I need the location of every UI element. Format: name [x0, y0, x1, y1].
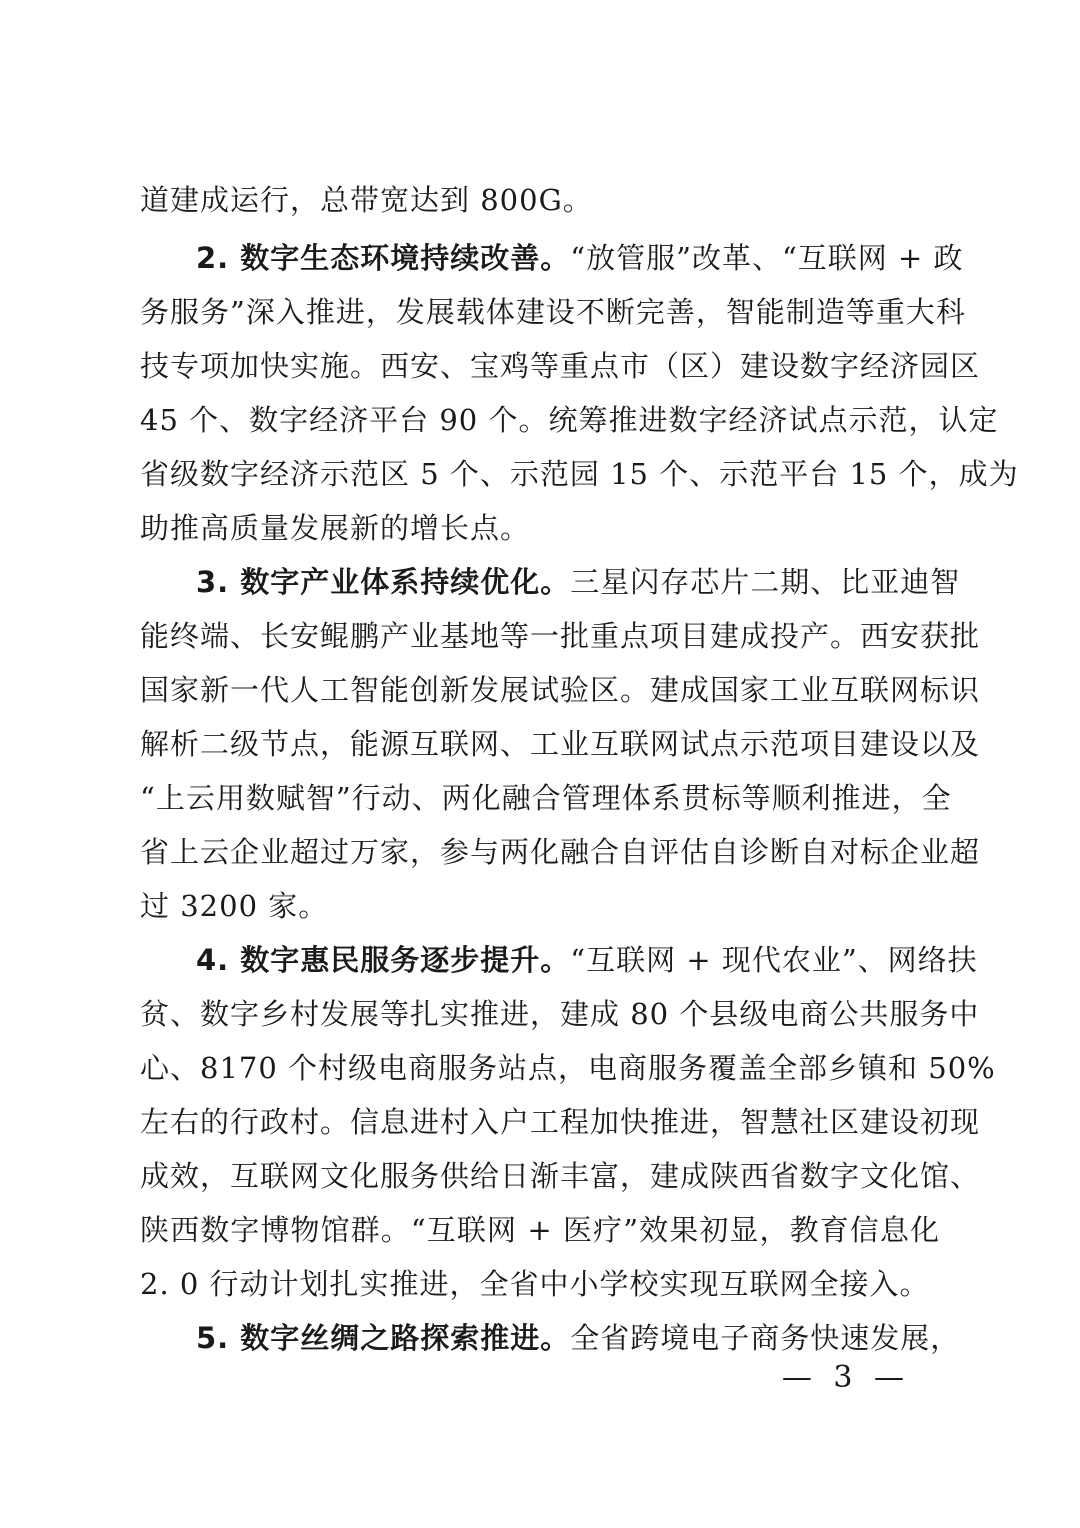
text-line: [140, 283, 966, 341]
line-text: 国家新一代人工智能创新发展试验区。建成国家工业互联网标识: [140, 673, 981, 707]
line-text: 成效，互联网文化服务供给日渐丰富，建成陕西省数字文化馆、: [140, 1159, 981, 1193]
text-line: [140, 985, 980, 1043]
line-text: “放管服”改革、“互联网 + 政: [570, 241, 964, 275]
text-line: [140, 1147, 981, 1205]
page-number: — 3 —: [781, 1360, 910, 1395]
line-text: 心、8170 个村级电商服务站点，电商服务覆盖全部乡镇和 50%: [140, 1051, 996, 1085]
text-line: [140, 877, 940, 935]
paragraph-heading-line: [196, 229, 964, 287]
line-text: 道建成运行，总带宽达到 800G。: [140, 183, 593, 217]
text-line: [140, 499, 940, 557]
line-text: 三星闪存芯片二期、比亚迪智: [570, 565, 961, 599]
section-heading: 4. 数字惠民服务逐步提升。: [196, 943, 571, 977]
text-line: [140, 1255, 940, 1313]
line-text: 陕西数字博物馆群。“互联网 + 医疗”效果初显，教育信息化: [140, 1213, 940, 1247]
line-text: 解析二级节点，能源互联网、工业互联网试点示范项目建设以及: [140, 727, 981, 761]
paragraph-heading-line: [196, 553, 961, 611]
line-text: 过 3200 家。: [140, 889, 329, 923]
section-heading: 2. 数字生态环境持续改善。: [196, 241, 571, 275]
line-text: 左右的行政村。信息进村入户工程加快推进，智慧社区建设初现: [140, 1105, 981, 1139]
line-text: 45 个、数字经济平台 90 个。统筹推进数字经济试点示范，认定: [140, 403, 999, 437]
line-text: 技专项加快实施。西安、宝鸡等重点市（区）建设数字经济园区: [140, 349, 981, 383]
text-line: [140, 1039, 996, 1097]
text-line: [140, 1201, 940, 1259]
text-line: [140, 1093, 981, 1151]
line-text: 能终端、长安鲲鹏产业基地等一批重点项目建成投产。西安获批: [140, 619, 981, 653]
text-line: [140, 769, 952, 827]
line-text: 省级数字经济示范区 5 个、示范园 15 个、示范平台 15 个，成为: [140, 457, 1019, 491]
text-line: [140, 337, 981, 395]
line-text: 助推高质量发展新的增长点。: [140, 511, 531, 545]
text-line: [140, 823, 981, 881]
section-heading: 3. 数字产业体系持续优化。: [196, 565, 571, 599]
text-line: [140, 391, 999, 449]
text-line: [140, 171, 940, 229]
line-text: 贫、数字乡村发展等扎实推进，建成 80 个县级电商公共服务中: [140, 997, 980, 1031]
text-line: [140, 445, 1019, 503]
line-text: 务服务”深入推进，发展载体建设不断完善，智能制造等重大科: [140, 295, 966, 329]
text-line: [140, 715, 981, 773]
paragraph-heading-line: [196, 1309, 961, 1367]
line-text: “互联网 + 现代农业”、网络扶: [570, 943, 978, 977]
text-line: [140, 607, 981, 665]
text-line: [140, 661, 981, 719]
line-text: 2. 0 行动计划扎实推进，全省中小学校实现互联网全接入。: [140, 1267, 930, 1301]
section-heading: 5. 数字丝绸之路探索推进。: [196, 1321, 571, 1355]
line-text: 全省跨境电子商务快速发展，: [570, 1321, 961, 1355]
paragraph-heading-line: [196, 931, 978, 989]
line-text: 省上云企业超过万家，参与两化融合自评估自诊断自对标企业超: [140, 835, 981, 869]
line-text: “上云用数赋智”行动、两化融合管理体系贯标等顺利推进，全: [140, 781, 952, 815]
